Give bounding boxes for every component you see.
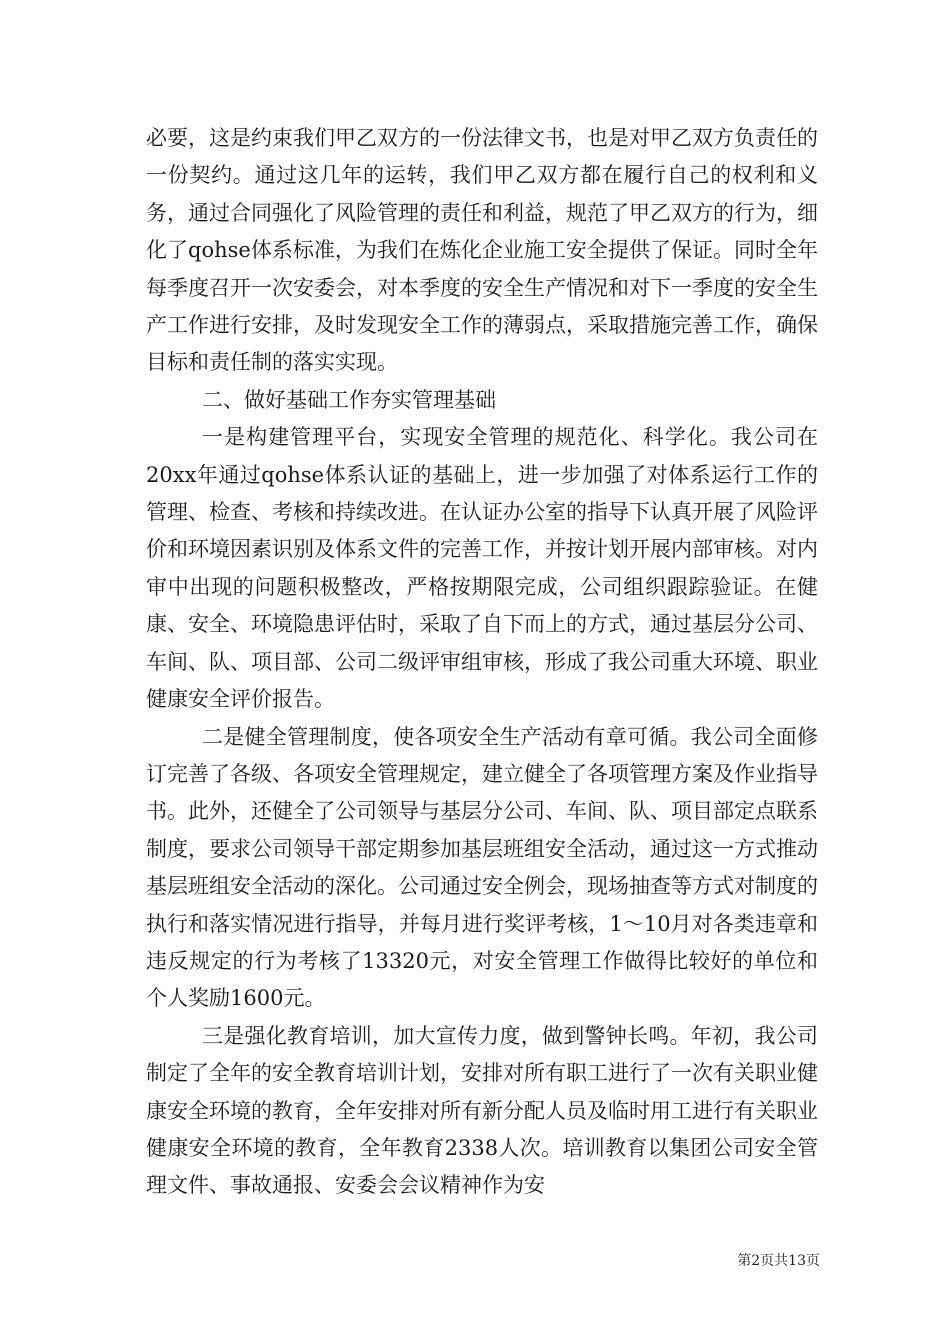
section-heading: 二、做好基础工作夯实管理基础 [202, 387, 496, 412]
paragraph: 二是健全管理制度，使各项安全生产活动有章可循。我公司全面修订完善了各级、各项安全管理规定，建立健全了各项管理方案及作业指导书。此外，还健全了公司领导与基层分公司、车间、队、项目部定点联系制度，要求公司领导干部定期参加基层班组安全活动，通过这一方式推动基层班组安全活动的深化。公司通过安全例会，现场抽查等方式对制度的执行和落实情况进行指导，并每月进行奖评考核，1～10月对各类违章和违反规定的行为考核了13320元，对安全管理工作做得比较好的单位和个人奖励1600元。 [146, 724, 818, 1011]
paragraph: 一是构建管理平台，实现安全管理的规范化、科学化。我公司在20xx年通过qohse体系认证的基础上，进一步加强了对体系运行工作的管理、检查、考核和持续改进。在认证办公室的指导下认真开展了风险评价和环境因素识别及体系文件的完善工作，并按计划开展内部审核。对内审中出现的问题积极整改，严格按期限完成，公司组织跟踪验证。在健康、安全、环境隐患评估时，采取了自下而上的方式，通过基层分公司、车间、队、项目部、公司二级评审组审核，形成了我公司重大环境、职业健康安全评价报告。 [146, 425, 818, 712]
paragraph: 三是强化教育培训，加大宣传力度，做到警钟长鸣。年初，我公司制定了全年的安全教育培训计划，安排对所有职工进行了一次有关职业健康安全环境的教育，全年安排对所有新分配人员及临时用工进行有关职业健康安全环境的教育，全年教育2338人次。培训教育以集团公司安全管理文件、事故通报、安委会会议精神作为安 [146, 1023, 818, 1198]
page-number: 第2页共13页 [737, 1253, 820, 1269]
document-body [146, 120, 818, 1205]
paragraph-continuation: 必要，这是约束我们甲乙双方的一份法律文书，也是对甲乙双方负责任的一份契约。通过这几年的运转，我们甲乙双方都在履行自己的权利和义务，通过合同强化了风险管理的责任和利益，规范了甲乙双方的行为，细化了qohse体系标准，为我们在炼化企业施工安全提供了保证。同时全年每季度召开一次安委会，对本季度的安全生产情况和对下一季度的安全生产工作进行安排，及时发现安全工作的薄弱点，采取措施完善工作，确保目标和责任制的落实实现。 [146, 126, 818, 375]
